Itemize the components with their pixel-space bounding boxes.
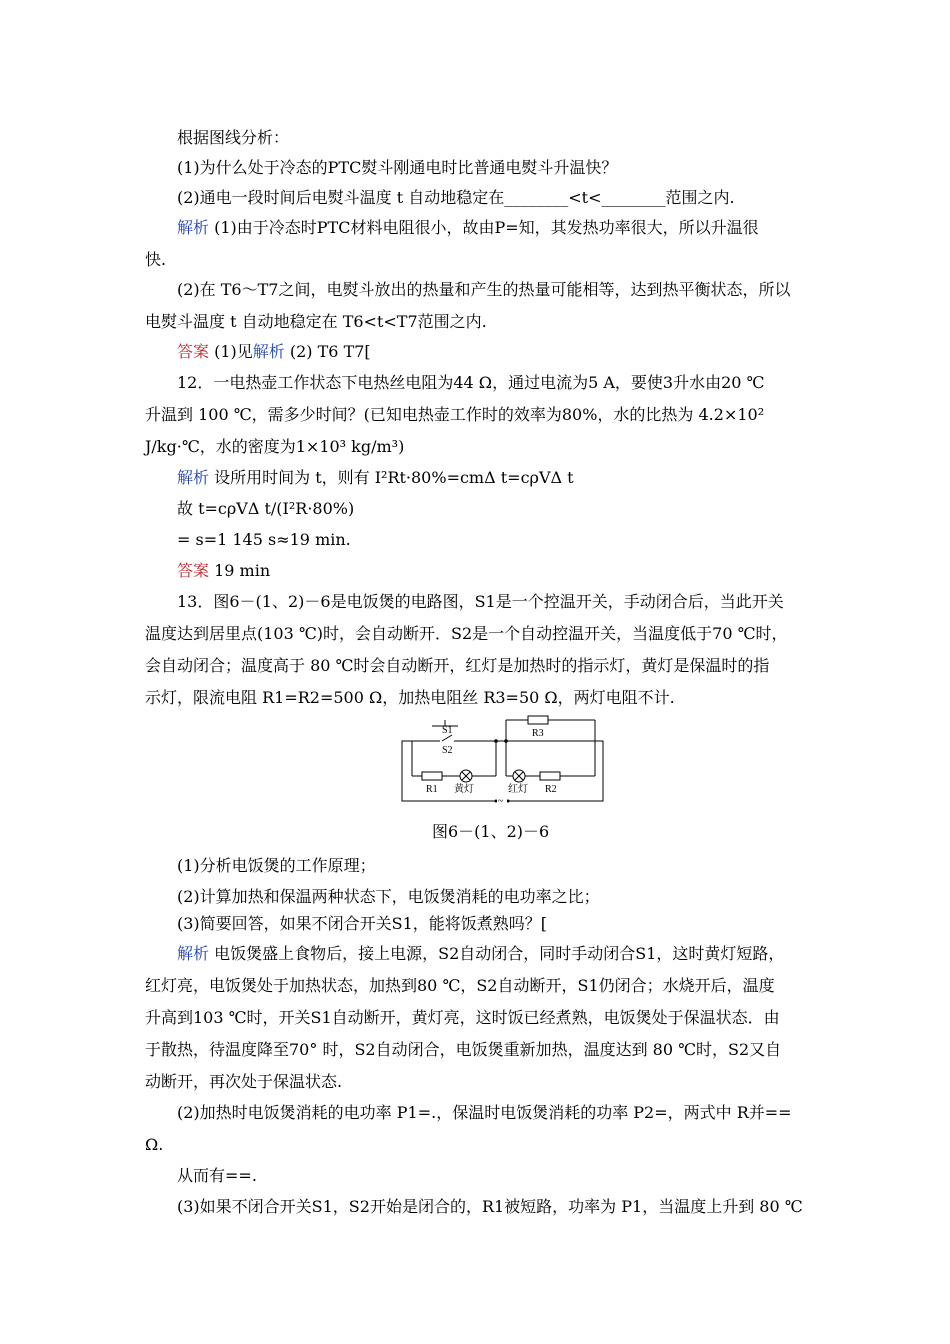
yellow-lamp-label: 黄灯: [454, 784, 474, 795]
text-line: J/kg·℃，水的密度为1×10³ kg/m³): [145, 437, 405, 456]
text-line: 12．一电热壶工作状态下电热丝电阻为44 Ω，通过电流为5 A，要使3升水由20 ℃: [177, 373, 765, 392]
red-lamp-label: 红灯: [508, 784, 528, 795]
text-line: 升高到103 ℃时，开关S1自动断开，黄灯亮，这时饭已经煮熟，电饭煲处于保温状态．由: [145, 1008, 780, 1027]
analysis-label: 解析: [177, 218, 210, 237]
r2-label: R2: [545, 784, 557, 795]
answer-label: 答案: [177, 342, 210, 361]
text-span: 电饭煲盛上食物后，接上电源，S2自动闭合，同时手动闭合S1，这时黄灯短路，: [209, 944, 785, 963]
text-line: 升温到 100 ℃，需多少时间？(已知电热壶工作时的效率为80%，水的比热为 4.2×10²: [145, 405, 765, 424]
text-line: [177, 561, 270, 581]
text-line: [177, 342, 371, 362]
text-line: 电熨斗温度 t 自动地稳定在 T6<t<T7范围之内.: [145, 312, 487, 331]
text-line: (1)为什么处于冷态的PTC熨斗刚通电时比普通电熨斗升温快？: [177, 158, 618, 177]
analysis-label: 解析: [177, 944, 210, 963]
text-line: [177, 944, 784, 964]
r1-label: R1: [426, 784, 438, 795]
text-line: 故 t=cρVΔ t/(I²R·80%): [177, 499, 355, 518]
answer-label: 答案: [177, 561, 210, 580]
text-line: 根据图线分析：: [177, 128, 290, 147]
text-line: [177, 468, 574, 488]
circuit-diagram: [398, 712, 608, 807]
text-line: 动断开，再次处于保温状态.: [145, 1072, 343, 1091]
text-span: (1)由于冷态时PTC材料电阻很小，故由P=知，其发热功率很大，所以升温很: [209, 218, 759, 237]
r3-label: R3: [532, 728, 544, 739]
text-line: Ω.: [145, 1135, 164, 1154]
text-line: 会自动闭合；温度高于 80 ℃时会自动断开，红灯是加热时的指示灯，黄灯是保温时的指: [145, 656, 770, 675]
text-line: = s=1 145 s≈19 min.: [177, 530, 351, 549]
text-line: (2)通电一段时间后电熨斗温度 t 自动地稳定在________<t<________范围之内.: [177, 188, 735, 207]
text-line: (2)加热时电饭煲消耗的电功率 P1=.，保温时电饭煲消耗的功率 P2=，两式中 R并==: [177, 1103, 792, 1122]
text-span: (1)见: [209, 342, 253, 361]
text-line: 红灯亮，电饭煲处于加热状态，加热到80 ℃，S2自动断开，S1仍闭合；水烧开后，温度: [145, 976, 775, 995]
text-line: (1)分析电饭煲的工作原理；: [177, 856, 376, 875]
text-line: (3)如果不闭合开关S1，S2开始是闭合的，R1被短路，功率为 P1，当温度上升到 80 ℃: [177, 1197, 803, 1216]
figure-caption: 图6－(1、2)－6: [432, 822, 550, 841]
text-line: 快.: [145, 250, 167, 269]
text-line: 从而有==.: [177, 1166, 257, 1185]
analysis-label: 解析: [177, 468, 210, 487]
text-line: (3)简要回答，如果不闭合开关S1，能将饭煮熟吗？[: [177, 914, 548, 933]
text-line: 于散热，待温度降至70° 时，S2自动闭合，电饭煲重新加热，温度达到 80 ℃时，S2又自: [145, 1040, 782, 1059]
text-span: 设所用时间为 t，则有 I²Rt·80%=cmΔ t=cρVΔ t: [209, 468, 574, 487]
text-line: [177, 218, 759, 238]
ac-source-label: ~: [498, 796, 504, 807]
text-line: 示灯，限流电阻 R1=R2=500 Ω，加热电阻丝 R3=50 Ω，两灯电阻不计.: [145, 688, 675, 707]
s2-label: S2: [442, 745, 453, 756]
text-line: (2)在 T6～T7之间，电熨斗放出的热量和产生的热量可能相等，达到热平衡状态，所以: [177, 280, 791, 299]
text-line: 温度达到居里点(103 ℃)时，会自动断开．S2是一个自动控温开关，当温度低于70 ℃时，: [145, 624, 788, 643]
text-span: 19 min: [209, 561, 271, 580]
text-line: (2)计算加热和保温两种状态下，电饭煲消耗的电功率之比；: [177, 887, 600, 906]
s1-label: S1: [442, 725, 453, 736]
text-line: 13．图6－(1、2)－6是电饭煲的电路图，S1是一个控温开关，手动闭合后，当此开关: [177, 592, 784, 611]
analysis-link[interactable]: 解析: [252, 342, 285, 361]
text-span: (2) T6 T7[: [284, 342, 371, 361]
